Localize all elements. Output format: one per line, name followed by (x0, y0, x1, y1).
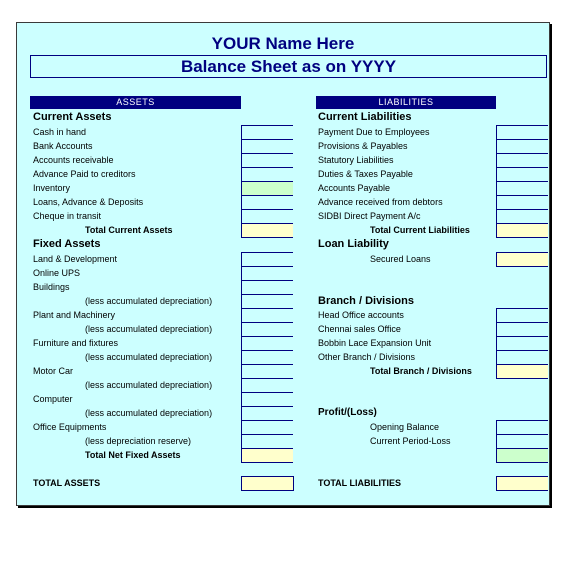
liability-label: Statutory Liabilities (318, 155, 394, 165)
asset-label: (less depreciation reserve) (85, 436, 192, 446)
inventory-value-cell[interactable] (241, 181, 293, 196)
liability-value-cell[interactable] (496, 167, 548, 182)
liability-label: Payment Due to Employees (318, 127, 430, 137)
fixed-assets-title: Fixed Assets (33, 238, 101, 250)
asset-value-cell[interactable] (241, 364, 293, 379)
liability-value-cell[interactable] (496, 336, 548, 351)
total-current-liabilities-label: Total Current Liabilities (370, 225, 470, 235)
liability-value-cell[interactable] (496, 181, 548, 196)
asset-value-cell[interactable] (241, 336, 293, 351)
liability-label: Opening Balance (370, 422, 440, 432)
loan-liability-title: Loan Liability (318, 238, 389, 250)
sheet-title: Balance Sheet as on YYYY (30, 55, 547, 78)
total-assets-label: TOTAL ASSETS (33, 478, 101, 488)
total-fixed-assets-cell[interactable] (241, 448, 293, 463)
liability-value-cell[interactable] (496, 195, 548, 210)
asset-label: (less accumulated depreciation) (85, 324, 213, 334)
liability-value-cell[interactable] (496, 209, 548, 224)
total-current-liabilities-cell[interactable] (496, 223, 548, 238)
asset-label: Loans, Advance & Deposits (33, 197, 144, 207)
liability-value-cell[interactable] (496, 153, 548, 168)
assets-header: ASSETS (30, 96, 241, 109)
asset-value-cell[interactable] (241, 195, 293, 210)
asset-value-cell[interactable] (241, 406, 293, 421)
asset-label: Furniture and fixtures (33, 338, 119, 348)
total-current-assets-cell[interactable] (241, 223, 293, 238)
asset-label: Cash in hand (33, 127, 87, 137)
secured-loans-cell[interactable] (496, 252, 548, 267)
asset-value-cell[interactable] (241, 350, 293, 365)
liability-value-cell[interactable] (496, 350, 548, 365)
liability-value-cell[interactable] (496, 420, 548, 435)
asset-label: Motor Car (33, 366, 74, 376)
liability-value-cell[interactable] (496, 308, 548, 323)
liability-value-cell[interactable] (496, 139, 548, 154)
asset-value-cell[interactable] (241, 252, 293, 267)
asset-value-cell[interactable] (241, 167, 293, 182)
asset-label: Accounts receivable (33, 155, 114, 165)
liability-label: Duties & Taxes Payable (318, 169, 413, 179)
asset-value-cell[interactable] (241, 294, 293, 309)
asset-label: Computer (33, 394, 73, 404)
current-liabilities-title: Current Liabilities (318, 111, 412, 123)
liability-label: Provisions & Payables (318, 141, 408, 151)
profit-loss-title: Profit/(Loss) (318, 407, 377, 418)
asset-label: Online UPS (33, 268, 81, 278)
asset-value-cell[interactable] (241, 209, 293, 224)
liability-label: SIDBI Direct Payment A/c (318, 211, 421, 221)
asset-label: Inventory (33, 183, 71, 193)
asset-value-cell[interactable] (241, 434, 293, 449)
asset-label: Buildings (33, 282, 70, 292)
company-name: YOUR Name Here (211, 34, 355, 53)
asset-label: (less accumulated depreciation) (85, 380, 213, 390)
asset-label: Land & Development (33, 254, 118, 264)
asset-label: Cheque in transit (33, 211, 102, 221)
asset-label: (less accumulated depreciation) (85, 408, 213, 418)
asset-label: (less accumulated depreciation) (85, 352, 213, 362)
liability-value-cell[interactable] (496, 322, 548, 337)
liability-label: Head Office accounts (318, 310, 404, 320)
liability-value-cell[interactable] (496, 434, 548, 449)
asset-value-cell[interactable] (241, 139, 293, 154)
liability-label: Current Period-Loss (370, 436, 451, 446)
asset-value-cell[interactable] (241, 153, 293, 168)
asset-label: Plant and Machinery (33, 310, 116, 320)
asset-value-cell[interactable] (241, 378, 293, 393)
liabilities-header: LIABILITIES (316, 96, 496, 109)
asset-value-cell[interactable] (241, 392, 293, 407)
asset-label: Bank Accounts (33, 141, 93, 151)
total-current-assets-label: Total Current Assets (85, 225, 173, 235)
total-fixed-assets-label: Total Net Fixed Assets (85, 450, 181, 460)
liability-label: Other Branch / Divisions (318, 352, 416, 362)
total-liabilities-label: TOTAL LIABILITIES (318, 478, 401, 488)
balance-sheet (16, 22, 550, 506)
total-branch-cell[interactable] (496, 364, 548, 379)
total-liabilities-cell[interactable] (496, 476, 548, 491)
asset-value-cell[interactable] (241, 322, 293, 337)
current-assets-title: Current Assets (33, 111, 112, 123)
liability-label: Chennai sales Office (318, 324, 401, 334)
profit-loss-total-cell[interactable] (496, 448, 548, 463)
asset-value-cell[interactable] (241, 266, 293, 281)
total-assets-cell[interactable] (241, 476, 294, 491)
asset-value-cell[interactable] (241, 420, 293, 435)
liability-label: Bobbin Lace Expansion Unit (318, 338, 432, 348)
asset-value-cell[interactable] (241, 125, 293, 140)
asset-label: Advance Paid to creditors (33, 169, 136, 179)
branch-divisions-title: Branch / Divisions (318, 295, 414, 307)
liability-label: Accounts Payable (318, 183, 391, 193)
asset-value-cell[interactable] (241, 308, 293, 323)
asset-label: (less accumulated depreciation) (85, 296, 213, 306)
liability-label: Advance received from debtors (318, 197, 443, 207)
liability-value-cell[interactable] (496, 125, 548, 140)
asset-label: Office Equipments (33, 422, 107, 432)
total-branch-label: Total Branch / Divisions (370, 366, 472, 376)
asset-value-cell[interactable] (241, 280, 293, 295)
liability-label: Secured Loans (370, 254, 431, 264)
